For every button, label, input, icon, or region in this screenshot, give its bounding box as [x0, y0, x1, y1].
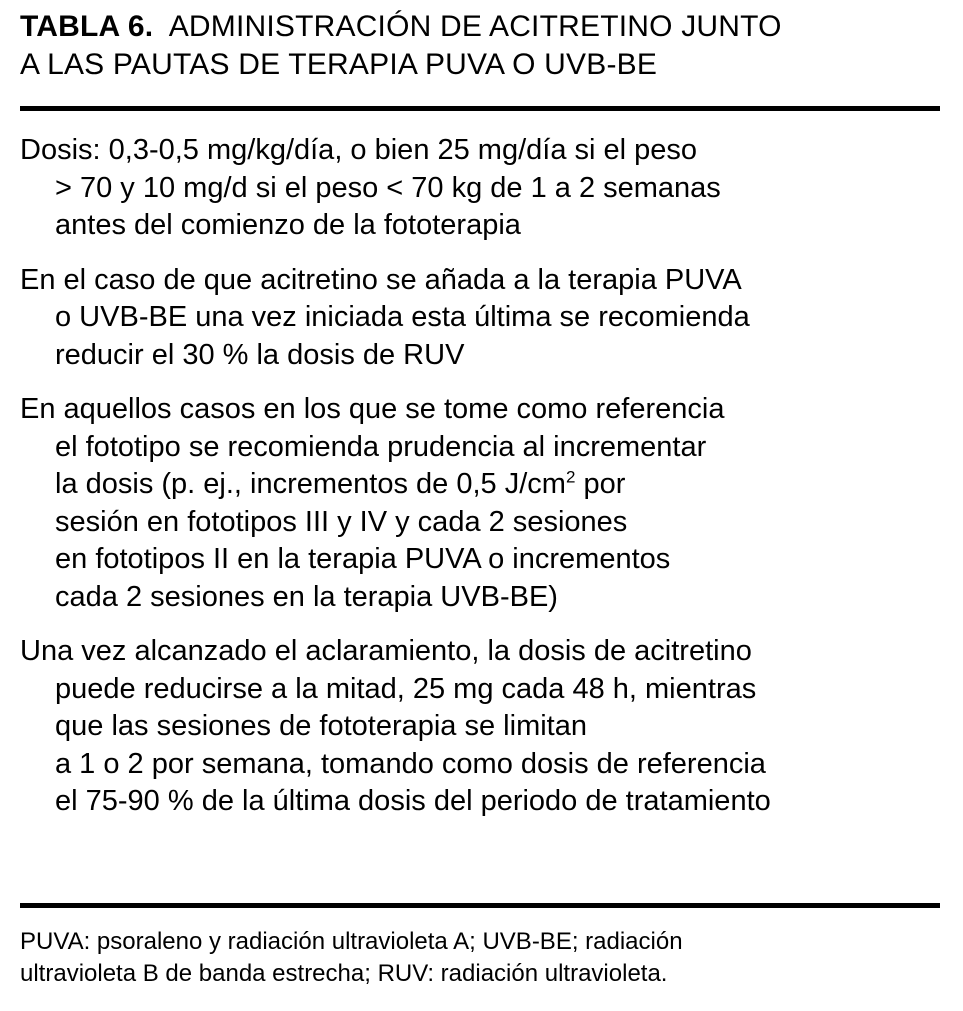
paragraph-aclaramiento [20, 633, 940, 821]
paragraph-line: > 70 y 10 mg/d si el peso < 70 kg de 1 a 2 semanas [55, 171, 721, 204]
paragraph-line: Dosis: 0,3-0,5 mg/kg/día, o bien 25 mg/día si el peso [20, 134, 698, 166]
paragraph-line: sesión en fototipos III y IV y cada 2 sesiones [55, 505, 628, 538]
paragraph-line: cada 2 sesiones en la terapia UVB-BE) [55, 580, 558, 613]
paragraph-line: en fototipos II en la terapia PUVA o incrementos [55, 543, 671, 575]
paragraph-line: Una vez alcanzado el aclaramiento, la dosis de acitretino [20, 635, 752, 667]
table-footnote [20, 926, 940, 990]
paragraph-line: antes del comienzo de la fototerapia [55, 209, 521, 241]
paragraph-dosis [20, 132, 940, 245]
paragraph-line: o UVB-BE una vez iniciada esta última se recomienda [55, 301, 750, 333]
paragraph-line: el fototipo se recomienda prudencia al incrementar [55, 430, 707, 463]
table-title [20, 8, 940, 84]
paragraph-line: a 1 o 2 por semana, tomando como dosis de referencia [55, 747, 766, 780]
paragraph-fototipo [20, 391, 940, 616]
bottom-rule [20, 903, 940, 908]
table-body [20, 132, 940, 838]
title-line-1 [20, 8, 940, 46]
paragraph-line-text: la dosis (p. ej., incrementos de 0,5 J/cm [55, 468, 566, 500]
paragraph-line: el 75-90 % de la última dosis del periodo de tratamiento [55, 785, 771, 817]
paragraph-line: puede reducirse a la mitad, 25 mg cada 48 h, mientras [55, 672, 757, 705]
footnote-line: PUVA: psoraleno y radiación ultravioleta A; UVB-BE; radiación [20, 928, 683, 955]
superscript-exponent: 2 [565, 467, 576, 487]
title-line-2: A LAS PAUTAS DE TERAPIA PUVA O UVB-BE [20, 48, 658, 81]
paragraph-line-with-superscript [20, 466, 940, 504]
top-rule [20, 106, 940, 111]
paragraph-line: reducir el 30 % la dosis de RUV [55, 338, 465, 371]
paragraph-line-suffix: por [575, 468, 626, 500]
table-number-label: TABLA 6. [20, 10, 154, 43]
paragraph-puva-addition [20, 262, 940, 375]
title-text-line-1: ADMINISTRACIÓN DE ACITRETINO JUNTO [168, 10, 782, 43]
paragraph-line: En el caso de que acitretino se añada a la terapia PUVA [20, 263, 742, 296]
paragraph-line: En aquellos casos en los que se tome como referencia [20, 393, 725, 425]
footnote-line: ultravioleta B de banda estrecha; RUV: radiación ultravioleta. [20, 960, 668, 987]
paragraph-line: que las sesiones de fototerapia se limitan [55, 710, 587, 742]
